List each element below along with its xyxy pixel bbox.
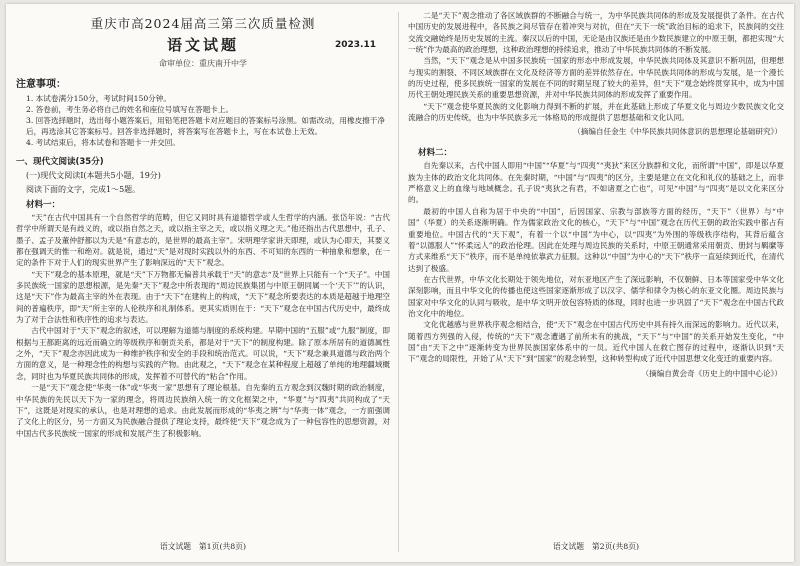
notice-item: 3. 回答选择题时，选出每小题答案后，用铅笔把答题卡对应题目的答案标号涂黑。如需改动，用橡皮擦干净后，再选涂其它答案标号。回答非选择题时，将答案写在答题卡上，写在本试卷上无效。 xyxy=(26,116,385,136)
footer-text: 语文试题 第2页(共8页) xyxy=(552,542,640,551)
paragraph: “天下”观念使华夏民族的文化影响力得到不断的扩展，并在此基础上形成了华夏文化与周边少数民族文化交流融合的历史传统，也为中华民族多元一体格局的形成提供了思想基础和文化认同。 xyxy=(408,101,784,123)
paragraph: 最初的中国人自称为居于中央的“中国”，后因国家、宗教与部族等方面的经历，“天下”（世界）与“中国”（华夏）的关系逐渐明确。作为儒家政治文化的核心，“天下”与“中国”观念在历代王朝的政治实践中都占有重要地位。中国古代的“天下观”，有着一个以“中国”为中心，以“四夷”为外围的等级秩序结构，其背后蕴含着“以德服人”“怀柔远人”的政治伦理。因此在处理与周边民族的关系时，中原王朝通常采用朝贡、册封与羁縻等方式来维系“天下”秩序，而不是单纯依靠武力征服。这种以“中国”为中心的“天下”秩序一直延续到近代，在清代达到了极盛。 xyxy=(408,206,784,273)
subject-title: 语文试题 xyxy=(166,36,239,54)
paragraph: “天”在古代中国具有一个自然哲学的范畴，但它又同时具有道德哲学或人生哲学的内涵。张岱年说：“古代哲学中所谓天是有歧义的，或以指自然之天，或以指主宰之天，或以指义理之天。”他还指出古代思想中，孔子、墨子、孟子及董仲舒都以为天是“有意志的，是世界的最高主宰”。宋明理学家讲天即理，或认为心即天，其要义都在强调天的惟一和绝对。就是说，通过“天”是对现时实践以外的东西、不可知的东西的一种抽象和想象，在一定的条件下对于人们的现实世界产生了影响深远的“天下”观念。 xyxy=(16,213,390,268)
setter-line: 命审单位：重庆南开中学 xyxy=(159,59,247,68)
paragraph: 在古代世界，中华文化长期处于领先地位，对东亚地区产生了深远影响，不仅朝鲜、日本等国家受中华文化深刻影响，而且中华文化的传播也使这些国家逐渐形成了以汉字、儒学和律令为核心的东亚文化圈。周边民族与国家对中华文化的认同与吸收，是中华文明开放包容特质的体现，同时也进一步巩固了“天下”观念在中国古代政治文化中的地位。 xyxy=(408,274,784,318)
exam-sheet xyxy=(6,4,794,562)
notice-item: 1. 本试卷满分150分，考试时间150分钟。 xyxy=(26,94,171,103)
section-heading: 一、现代文阅读(35分) xyxy=(16,157,104,167)
page-1 xyxy=(12,4,394,562)
footer-text: 语文试题 第1页(共8页) xyxy=(159,542,247,551)
paragraph: 自先秦以来，古代中国人即用“中国”“华夏”与“四夷”“夷狄”来区分族群和文化，而所谓“中国”，即是以华夏族为主体的政治文化共同体。在先秦时期，“中国”与“四夷”的区分，主要是建立在文化和礼仪的基础之上，而非严格意义上的血缘与地域概念。孔子说“夷狄之有君，不如诸夏之亡也”，可见“中国”与“四夷”是以文化来区分的。 xyxy=(408,161,784,205)
notice-heading: 注意事项： xyxy=(16,79,66,90)
subject-row xyxy=(12,34,394,56)
page-divider xyxy=(398,12,399,552)
paragraph: 当然，“天下”观念是从中国多民族统一国家的形态中形成发展，中华民族共同体及其意识不断巩固，但理想与现实的割裂、不同区域族群在文化及经济等方面的差异依然存在。中华民族共同体的形成与发展，是一个漫长的历史过程，使多民族统一国家的发展在不同的时期呈现了较大的差异，但“天下”观念始终贯穿其中，成为中国历代王朝处理民族关系的重要思想资源，并对中华民族共同体的形成发挥了重要作用。 xyxy=(408,56,784,100)
paragraph: 二是“天下”观念推动了各区域族群的不断融合与统一，为中华民族共同体的形成及发展提供了条件。在古代中国历史的发展进程中，各民族之间尽管存在着冲突与对抗，但在“天下一统”政治目标的追求下，民族间的交往交流交融始终是历史发展的主流。秦汉以后的中国，无论是由汉族还是由少数民族建立的中原王朝，都把实现“大一统”作为最高的政治理想，这种政治理想的持续追求，推动了中华民族共同体的不断发展。 xyxy=(408,11,784,55)
paragraph: 一是“天下”观念使“华夷一体”或“华夷一家”思想有了理论根基。自先秦的五方观念到汉魏时期的政治制度，中华民族的先民以天下为一家的理念，将周边民族纳入统一的文化框架之中，“华夏”与“四夷”共同构成了“天下”，这既是对现实的承认，也是对理想的追求。由此发展而形成的“华夷之辨”与“华夷一体”观念，一方面强调了文化上的区分，另一方面又为民族融合提供了理论支持，最终使“天下”观念成为了一种包容性的思想资源，对中国古代多民族统一国家的形成和发展产生了积极影响。 xyxy=(16,383,390,438)
material-2-label: 材料二： xyxy=(418,148,453,159)
paragraph: 古代中国对于“天下”观念的叙述，可以理解为道德与制度的系统构建。早期中国的“五服”或“九服”制度，即根据与王都距离的远近而确立的等级秩序和朝贡关系，都是对于“天下”的制度构建。除了原本所居有的道德属性之外，“天下”观念亦因此成为一种维护秩序和安全的手段和统治范式。可以说，“天下”观念兼具道德与政治两个方面的意义，是一种理念性的构想与实践的产物。由此观之，“天下”观念在某种程度上超越了单纯的地理疆域概念，同时也为华夏民族共同体的形成，发挥着不可替代的“粘合”作用。 xyxy=(16,326,390,381)
subsection-heading: (一)现代文阅读Ⅰ(本题共5小题，19分) xyxy=(26,171,161,180)
notice-item: 2. 答卷前，考生务必将自己的姓名和座位号填写在答题卡上。 xyxy=(26,105,234,114)
page-2 xyxy=(404,4,788,562)
paragraph: “天下”观念的基本原理，就是“天”下万物都无偏普共承载于“天”的意志“及”世界上只能有一个“天子”。中国多民族统一国家的思想根源，是先秦“天下”观念中所表现的“周边民族集团与中原王朝同属一个‘天下’”的认识，这是“天下”作为最高主宰的外在表现。由于“天下”在建构上的构成，“天下”观念所要表达的本质是超越于地理空间的普遍秩序，即“天”所主宰的人伦秩序和礼制体系。更其实质则在于：“天下”观念在中国古代历史中，最终成为了对于合法性和秩序性的追求与表达。 xyxy=(16,269,390,325)
exam-date: 2023.11 xyxy=(335,40,376,50)
paragraph: 文化优越感与世界秩序观念相结合，使“天下”观念在中国古代历史中具有持久而深远的影响力。近代以来，随着西方列强的入侵，传统的“天下”观念遭遇了前所未有的挑战，“天下”与“中国”的关系开始发生变化，“中国”由“天下之中”逐渐转变为世界民族国家体系中的一员。近代中国人在救亡图存的过程中，逐渐认识到“天下”观念的局限性，开始了从“天下”到“国家”的观念转型，这种转型构成了近代中国思想文化变迁的重要内容。 xyxy=(408,320,784,364)
notice-item: 4. 考试结束后，将本试卷和答题卡一并交回。 xyxy=(26,138,180,147)
exam-title: 重庆市高2024届高三第三次质量检测 xyxy=(90,16,316,31)
material-1-label: 材料一： xyxy=(26,200,61,210)
instruction: 阅读下面的文字，完成1～5题。 xyxy=(26,185,141,194)
source-citation: （摘编自黄会奇《历史上的中国中心论》） xyxy=(641,368,782,378)
page-footer xyxy=(12,541,394,552)
source-citation: （摘编自任金生《中华民族共同体意识的思想理论基础研究》） xyxy=(573,127,782,137)
page-footer xyxy=(404,541,788,552)
